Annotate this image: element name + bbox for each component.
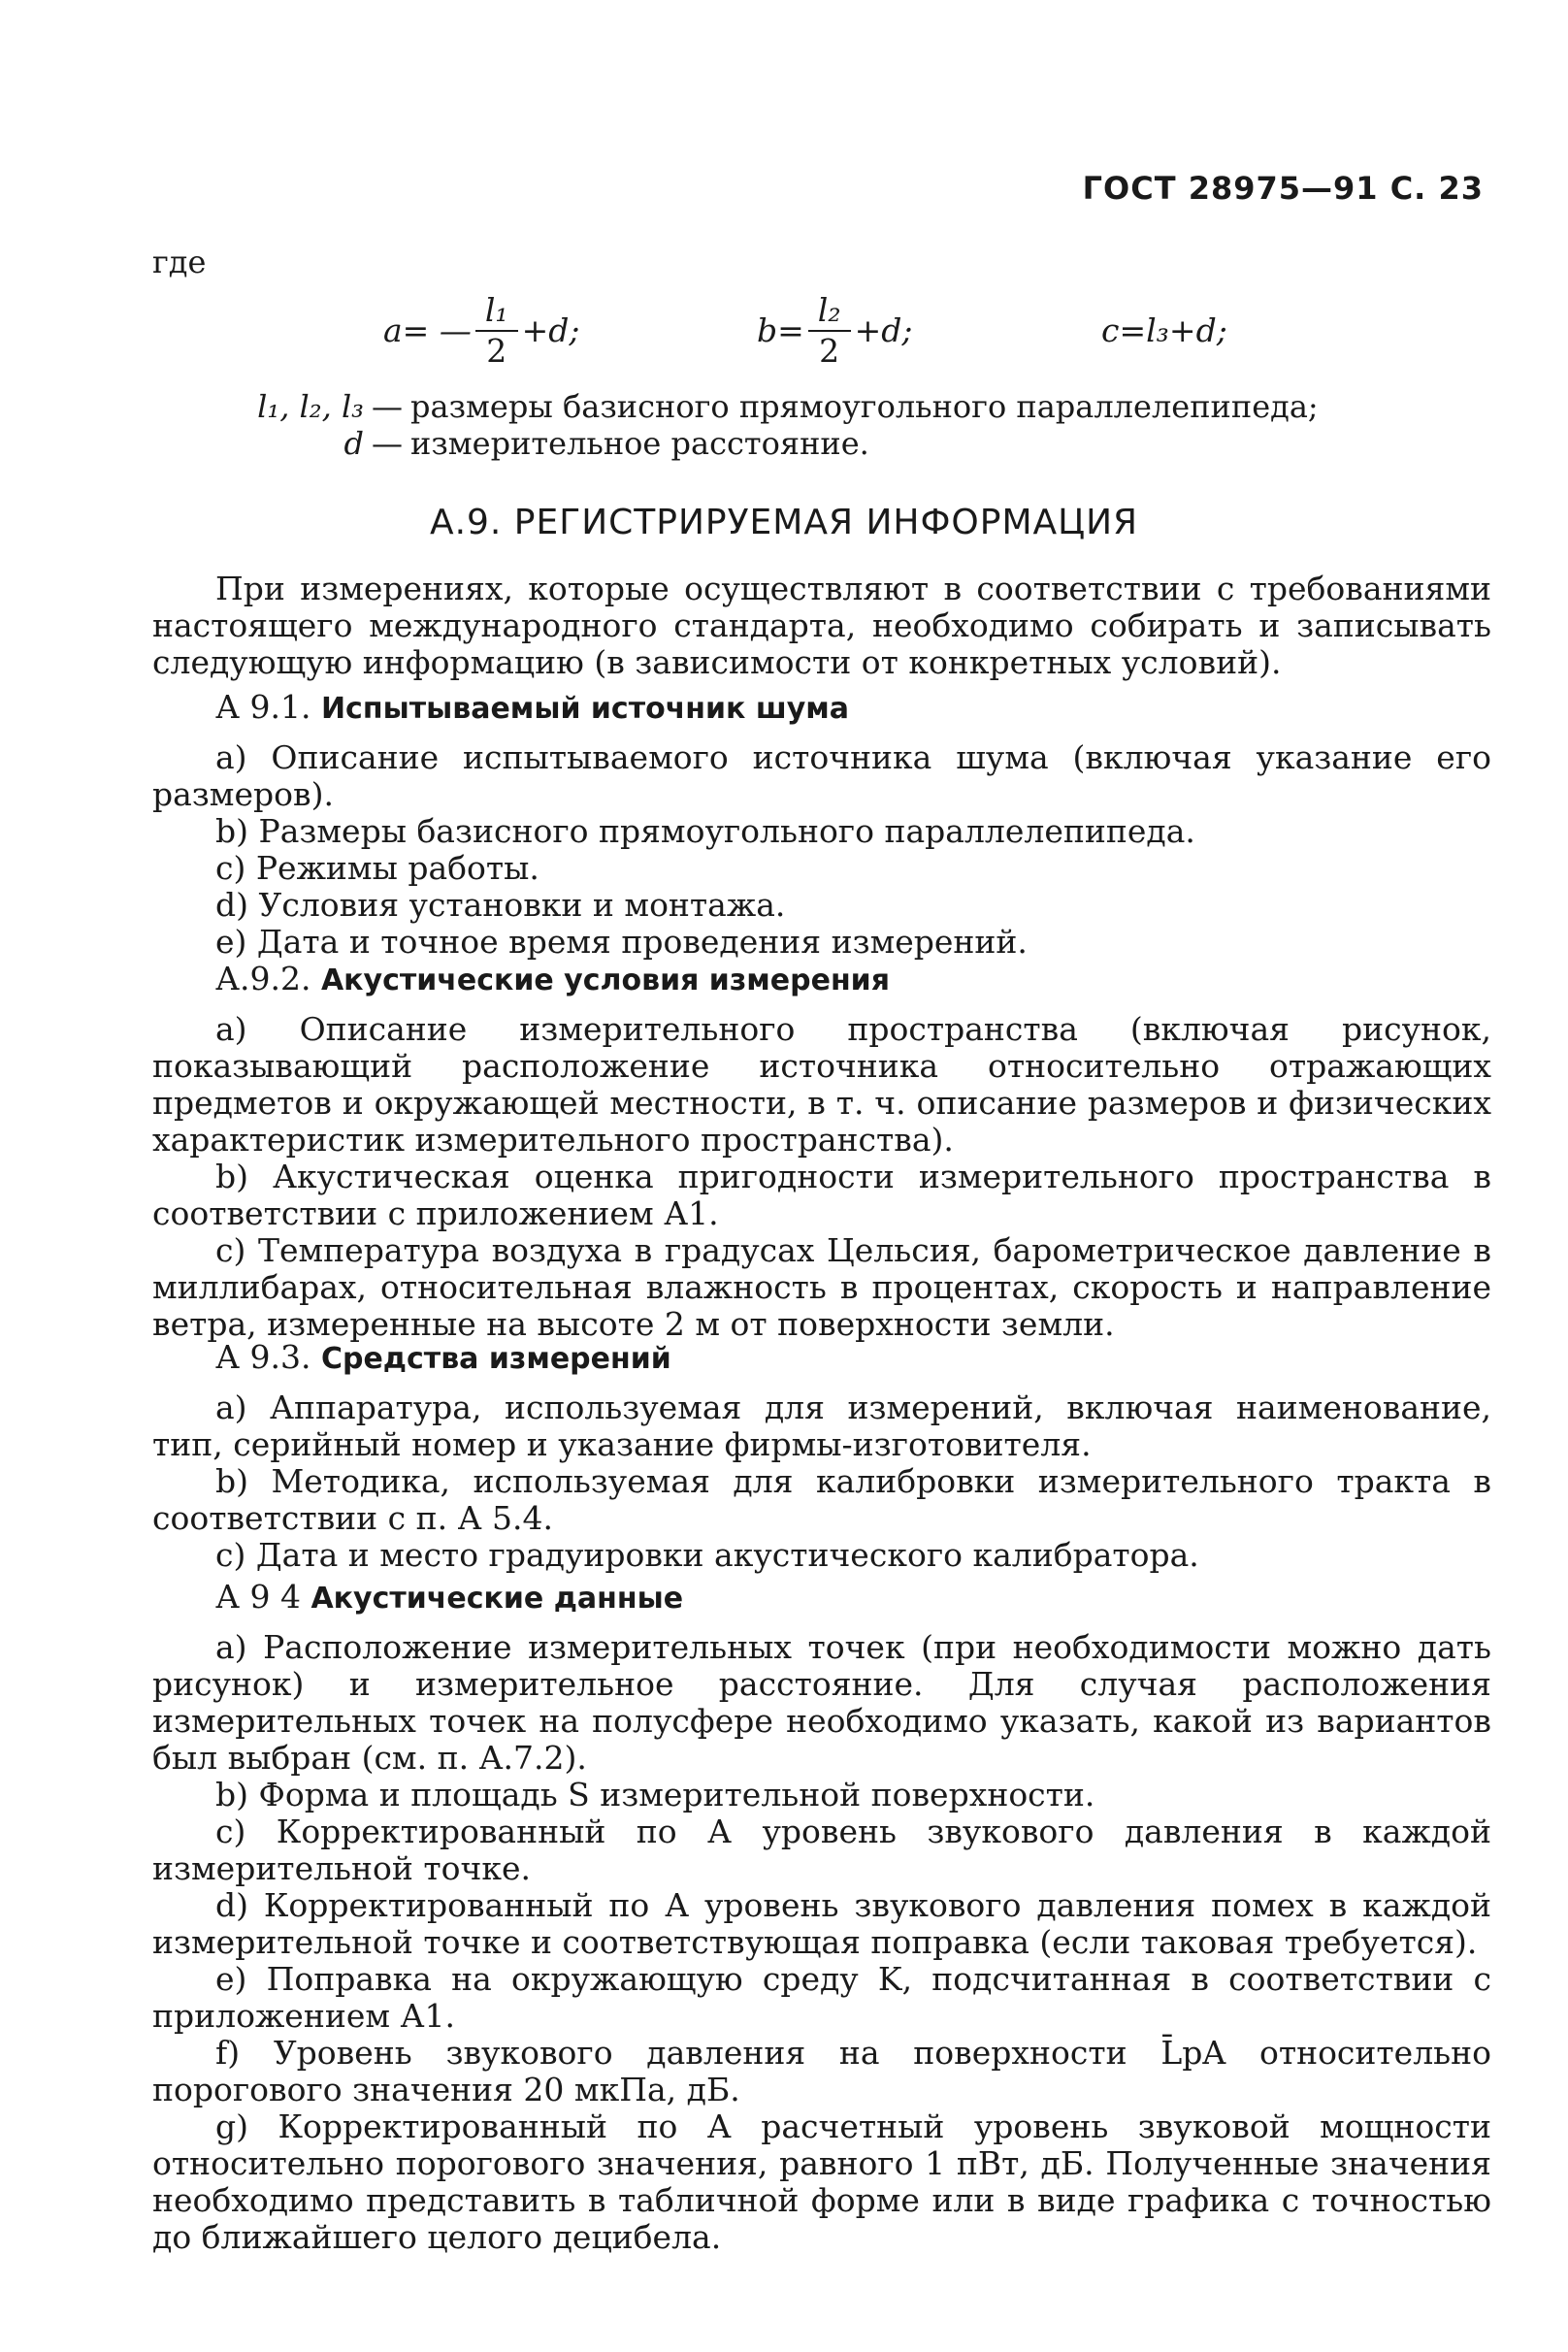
- subsection-number: А.9.2.: [215, 960, 311, 997]
- subsection-title: Испытываемый источник шума: [320, 692, 850, 726]
- list-item: e) Дата и точное время проведения измерений.: [215, 923, 1028, 961]
- subsection-heading: [152, 1579, 1491, 1617]
- list-item: а) Описание измерительного пространства (включая рисунок, показывающий расположение источника относительно отражающих предметов и окружающей местности, в т. ч. описание размеров и физических характеристик измерительного пространства).: [152, 1010, 1491, 1159]
- subsection-number: А 9.3.: [215, 1338, 311, 1376]
- subsection-heading: [152, 1339, 1491, 1378]
- list-item: а) Описание испытываемого источника шума (включая указание его размеров).: [152, 738, 1491, 813]
- definitions-list: [165, 388, 1319, 462]
- formula-b-numerator: l₂: [808, 291, 851, 332]
- list-item: c) Дата и место градуировки акустического калибратора.: [215, 1536, 1199, 1574]
- definition-text: измерительное расстояние.: [410, 425, 869, 462]
- list-item: d) Условия установки и монтажа.: [215, 886, 786, 924]
- formula-b-lhs: b=: [757, 311, 804, 349]
- formula-b-fraction: [808, 291, 851, 371]
- subsection-heading: [152, 689, 1491, 728]
- list-item: c) Корректированный по А уровень звукового давления в каждой измерительной точке.: [152, 1813, 1491, 1887]
- definition-row: [165, 425, 1319, 462]
- subsection-title: Средства измерений: [320, 1342, 671, 1376]
- definition-symbol: l₁, l₂, l₃: [257, 388, 364, 425]
- definition-text: размеры базисного прямоугольного параллелепипеда;: [410, 388, 1319, 425]
- formula-a-lhs: a= —: [383, 311, 472, 349]
- list-item: c) Режимы работы.: [215, 849, 539, 887]
- list-item: а) Аппаратура, используемая для измерений, включая наименование, тип, серийный номер и указание фирмы-изготовителя.: [152, 1388, 1491, 1463]
- where-label: где: [152, 244, 207, 280]
- list-item: b) Размеры базисного прямоугольного параллелепипеда.: [215, 812, 1195, 850]
- definition-symbol: d: [343, 425, 364, 462]
- formula-b-rhs: +d;: [854, 311, 913, 349]
- formula-c-text: c=l₃+d;: [1101, 311, 1227, 349]
- formula-c: [1101, 312, 1227, 349]
- subsection-title: Акустические данные: [310, 1582, 684, 1616]
- formula-a: [383, 291, 580, 371]
- list-item: b) Методика, используемая для калибровки измерительного тракта в соответствии с п. А 5.4.: [152, 1462, 1491, 1537]
- formula-row: [0, 291, 1568, 398]
- section-title: А.9. РЕГИСТРИРУЕМАЯ ИНФОРМАЦИЯ: [429, 503, 1139, 542]
- page-header: ГОСТ 28975—91 С. 23: [1082, 170, 1484, 207]
- intro-paragraph: При измерениях, которые осуществляют в соответствии с требованиями настоящего международного стандарта, необходимо собирать и записывать следующую информацию (в зависимости от конкретных условий).: [152, 570, 1491, 681]
- dash: —: [372, 425, 403, 462]
- subsection-a94: [152, 1579, 1491, 2256]
- formula-a-denominator: 2: [486, 332, 507, 370]
- subsection-heading: [152, 961, 1491, 999]
- list-item: d) Корректированный по А уровень звукового давления помех в каждой измерительной точке и соответствующая поправка (если таковая требуется).: [152, 1886, 1491, 1961]
- list-item: b) Форма и площадь S измерительной поверхности.: [215, 1776, 1095, 1813]
- formula-b: [757, 291, 912, 371]
- list-item: f) Уровень звукового давления на поверхности L̄pA относительно порогового значения 20 мкПа, дБ.: [152, 2034, 1491, 2108]
- formula-a-numerator: l₁: [475, 291, 518, 332]
- formula-b-denominator: 2: [819, 332, 840, 370]
- list-item: а) Расположение измерительных точек (при необходимости можно дать рисунок) и измерительное расстояние. Для случая расположения измерительных точек на полусфере необходимо указать, какой из вариантов был выбран (см. п. А.7.2).: [152, 1628, 1491, 1777]
- list-item: e) Поправка на окружающую среду K, подсчитанная в соответствии с приложением А1.: [152, 1960, 1491, 2035]
- subsection-a93: [152, 1339, 1491, 1574]
- subsection-number: А 9 4: [215, 1578, 301, 1616]
- subsection-number: А 9.1.: [215, 688, 311, 726]
- list-item: g) Корректированный по А расчетный уровень звуковой мощности относительно порогового значения, равного 1 пВт, дБ. Полученные значения необходимо представить в табличной форме или в виде графика с точностью до ближайшего целого децибела.: [152, 2107, 1491, 2256]
- subsection-a92: [152, 961, 1491, 1343]
- subsection-a91: [152, 689, 1491, 961]
- subsection-title: Акустические условия измерения: [320, 964, 890, 997]
- list-item: c) Температура воздуха в градусах Цельсия, барометрическое давление в миллибарах, относительная влажность в процентах, скорость и направление ветра, измеренные на высоте 2 м от поверхности земли.: [152, 1231, 1491, 1343]
- formula-a-rhs: +d;: [521, 311, 580, 349]
- intro-block: [152, 571, 1491, 681]
- dash: —: [372, 388, 403, 425]
- definition-row: [165, 388, 1319, 425]
- formula-a-fraction: [475, 291, 518, 371]
- list-item: b) Акустическая оценка пригодности измерительного пространства в соответствии с приложением А1.: [152, 1158, 1491, 1232]
